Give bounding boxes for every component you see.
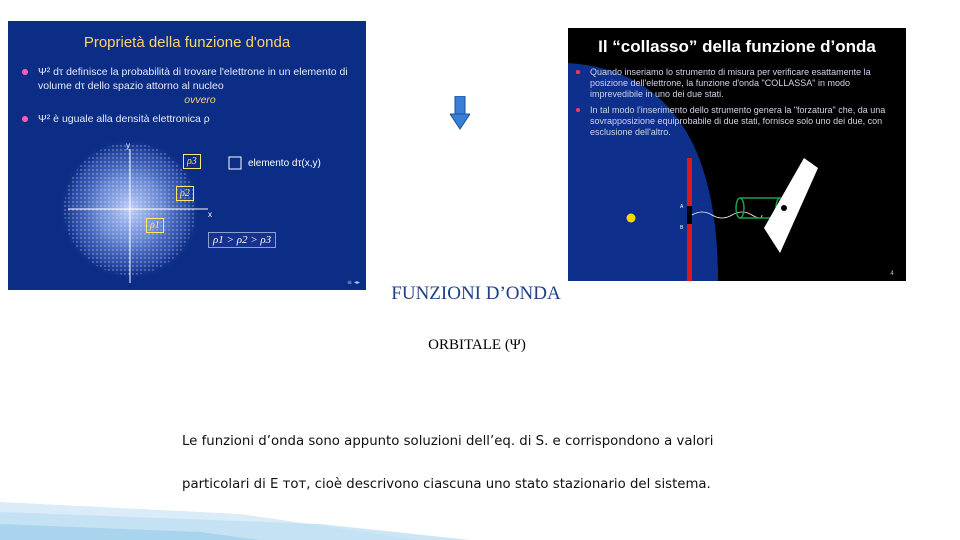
slit-label-b: B — [680, 225, 684, 231]
rho2-box: ρ2 — [176, 186, 194, 201]
density-comparison: ρ1 > ρ2 > ρ3 — [208, 232, 276, 248]
right-slide-image — [568, 28, 906, 281]
left-slide-title: Proprietà della funzione d'onda — [83, 34, 291, 51]
right-slide-bullet — [576, 105, 896, 138]
screen-panel — [764, 158, 818, 253]
volume-element-icon — [229, 157, 241, 169]
body-paragraph-line-2: particolari di E ᴛᴏᴛ, cioè descrivono ciascuna uno stato stazionario del sistema. — [182, 477, 711, 492]
right-slide-bullet — [576, 67, 896, 100]
impact-dot — [781, 205, 787, 211]
right-slide-bullets — [576, 67, 896, 143]
left-slide-image — [8, 21, 366, 290]
rho3-box: ρ3 — [183, 154, 201, 169]
barrier-gap — [687, 206, 692, 224]
left-slide-ovvero: ovvero — [184, 94, 216, 106]
left-slide-corner-mark: ≡ ◂▸ — [347, 279, 360, 286]
rho1-box: ρ1 — [146, 218, 164, 233]
volume-element-label: elemento dτ(x,y) — [248, 158, 321, 169]
bullet-dot-icon — [576, 70, 580, 74]
right-slide-bullet1-text: Quando inseriamo lo strumento di misura per verificare esattamente la posizione dell'elettrone, la funzione d'onda "COLLASSA" in modo imprevedibile in uno dei due stati. — [590, 67, 871, 99]
axis-x-label: x — [208, 210, 212, 219]
arrow-down-icon — [450, 96, 470, 130]
collapse-diagram — [568, 28, 906, 281]
slit-label-a: A — [680, 204, 684, 210]
bottom-decoration — [0, 490, 960, 540]
left-slide-bullet1-text: Ψ² dτ definisce la probabilità di trovare l'elettrone in un elemento di volume dτ dello spazio attorno al nucleo — [38, 66, 348, 92]
page-title: FUNZIONI D’ONDA — [391, 283, 561, 304]
axis-y-label: y — [126, 141, 130, 150]
detector-ring-left — [736, 198, 744, 218]
right-slide-page-number: 4 — [890, 270, 894, 277]
electron-icon — [627, 214, 636, 223]
right-slide-title: Il “collasso” della funzione d’onda — [598, 37, 876, 56]
bullet-dot-icon — [576, 108, 580, 112]
right-slide-bullet2-text: In tal modo l'inserimento dello strumento genera la "forzatura" che, da una sovrapposizione equiprobabile di due stati, fornisce solo uno dei due, con esclusione dell'altro. — [590, 105, 886, 137]
page-subtitle: ORBITALE (Ψ) — [428, 337, 526, 353]
left-slide-bullet2-text: Ψ² è uguale alla densità elettronica ρ — [38, 113, 210, 125]
body-paragraph-line-1: Le funzioni d’onda sono appunto soluzioni dell’eq. di S. e corrispondono a valori — [182, 434, 714, 449]
